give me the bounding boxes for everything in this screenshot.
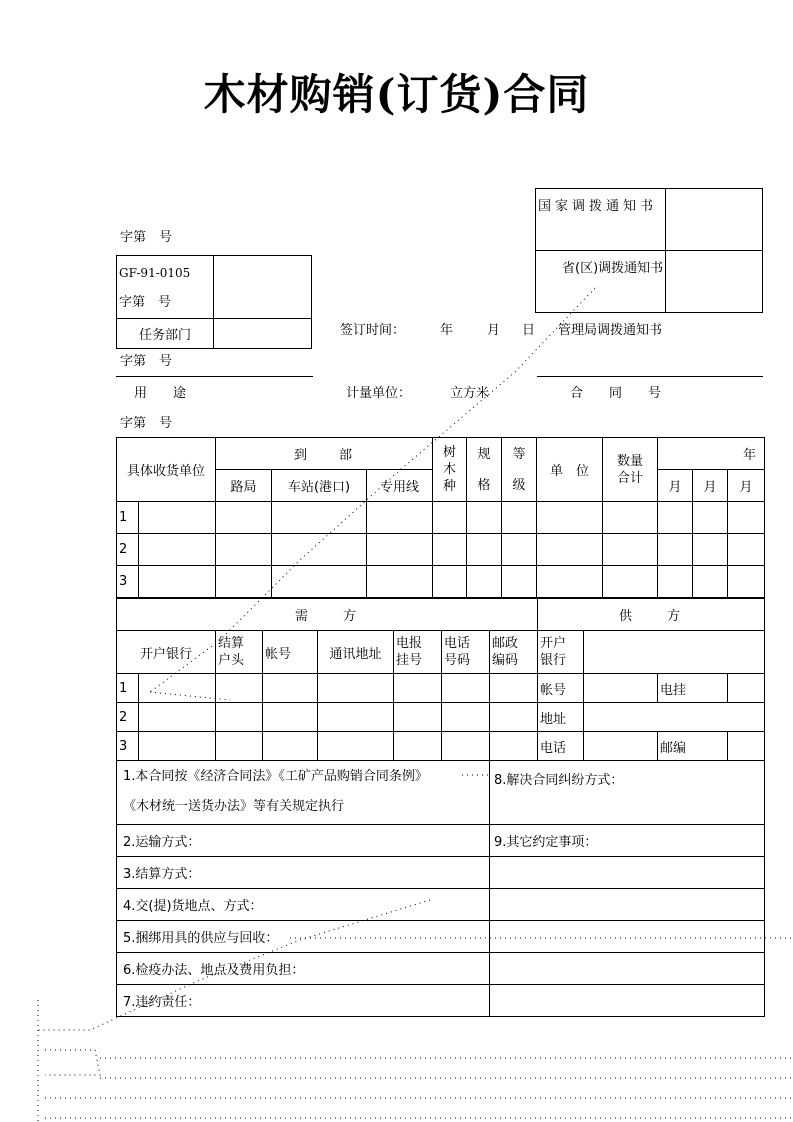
qty-header: 数量 合计 — [603, 438, 658, 502]
gf-code: GF-91-0105 — [119, 266, 191, 280]
zidi-label-2: 字第 号 — [119, 295, 172, 310]
row-number: 1 — [117, 674, 139, 703]
arrive-header: 到 部 — [216, 438, 433, 470]
term-9[interactable]: 9.其它约定事项： — [490, 825, 765, 857]
bureau-notice: 管理局调拨通知书 — [558, 323, 663, 338]
term-5[interactable]: 5.捆绑用具的供应与回收： — [117, 921, 490, 953]
account-header: 帐号 — [263, 631, 318, 674]
province-notice: 省(区)调拨通知书 — [536, 251, 666, 313]
zidi-label-1: 字第 号 — [120, 230, 173, 245]
supply-header: 供 方 — [538, 599, 765, 631]
term-2[interactable]: 2.运输方式： — [117, 825, 490, 857]
zidi-label-3: 字第 号 — [120, 354, 173, 369]
term-8[interactable]: 8.解决合同纠纷方式： — [490, 761, 765, 825]
supply-postcode-label: 邮编 — [658, 732, 728, 761]
supply-address-label: 地址 — [538, 703, 584, 732]
special-line-header: 专用线 — [367, 470, 433, 502]
row-number: 1 — [117, 502, 139, 534]
sign-time-label: 签订时间： — [340, 323, 406, 338]
unit-header: 单 位 — [537, 438, 603, 502]
document-title: 木材购销(订货)合同 — [203, 70, 590, 119]
supply-telegraph-label: 电挂 — [658, 674, 728, 703]
year-header: 年 — [658, 438, 765, 470]
month-header-3: 月 — [728, 470, 765, 502]
row-number: 3 — [117, 566, 139, 598]
bank-header: 开户银行 — [117, 631, 216, 674]
demand-header: 需 方 — [117, 599, 538, 631]
month-header-2: 月 — [693, 470, 728, 502]
task-dept-label: 任务部门 — [117, 319, 214, 349]
term-3[interactable]: 3.结算方式： — [117, 857, 490, 889]
usage-label: 用 途 — [134, 386, 187, 401]
sign-day: 日 — [522, 323, 536, 338]
row-number: 2 — [117, 534, 139, 566]
grade-header: 等 级 — [502, 438, 537, 502]
address-header: 通讯地址 — [318, 631, 394, 674]
contract-no-label: 合 同 号 — [570, 386, 662, 401]
term-7[interactable]: 7.违约责任： — [117, 985, 490, 1017]
supply-bank-label: 开户 银行 — [538, 631, 584, 674]
phone-header: 电话 号码 — [442, 631, 490, 674]
zidi-label-4: 字第 号 — [120, 416, 173, 431]
term-6[interactable]: 6.检疫办法、地点及费用负担： — [117, 953, 490, 985]
row-number: 3 — [117, 732, 139, 761]
supply-phone-label: 电话 — [538, 732, 584, 761]
supply-account-label: 帐号 — [538, 674, 584, 703]
station-header: 车站(港口) — [272, 470, 367, 502]
national-notice: 国家调拨通知书 — [536, 189, 666, 251]
measure-value: 立方米 — [450, 386, 490, 401]
settle-header: 结算 户头 — [216, 631, 263, 674]
spec-header: 规 格 — [467, 438, 502, 502]
road-bureau-header: 路局 — [216, 470, 272, 502]
telegraph-header: 电报 挂号 — [394, 631, 442, 674]
term-4[interactable]: 4.交(提)货地点、方式： — [117, 889, 490, 921]
species-header: 树 木 种 — [433, 438, 467, 502]
sign-month: 月 — [487, 323, 501, 338]
receiver-header: 具体收货单位 — [117, 438, 216, 502]
term-1[interactable]: 1.本合同按《经济合同法》《工矿产品购销合同条例》 《木材统一送货办法》等有关规定执行 — [117, 761, 490, 825]
month-header-1: 月 — [658, 470, 693, 502]
sign-year: 年 — [440, 323, 454, 338]
measure-label: 计量单位： — [346, 386, 412, 401]
postcode-header: 邮政 编码 — [490, 631, 538, 674]
row-number: 2 — [117, 703, 139, 732]
